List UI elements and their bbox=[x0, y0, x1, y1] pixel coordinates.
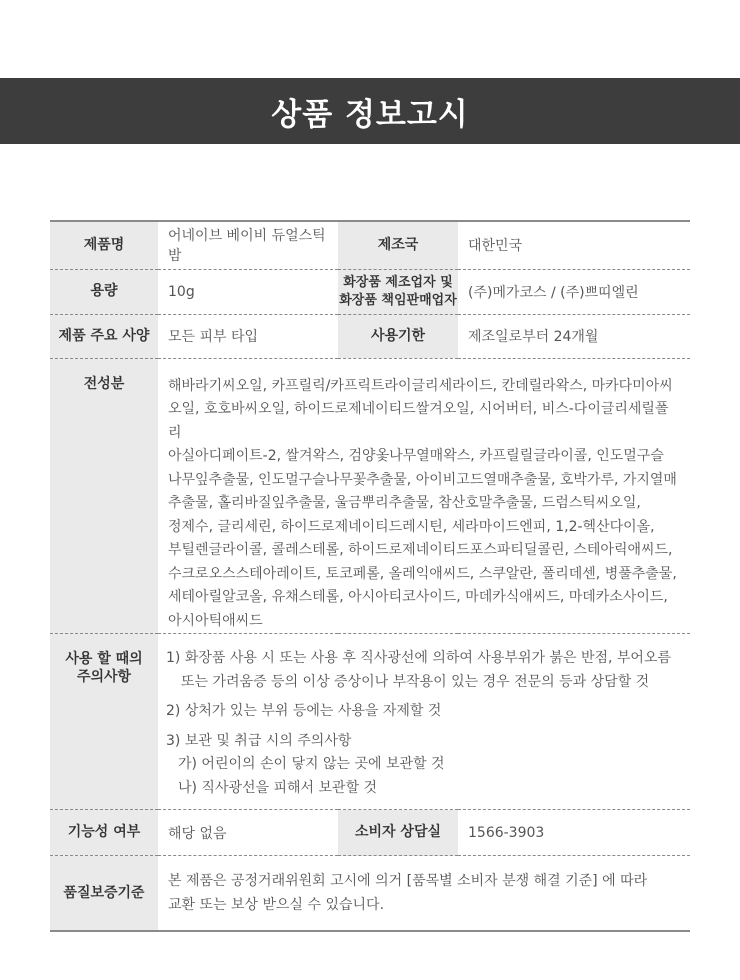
quality-label: 품질보증기준 bbox=[50, 856, 158, 931]
country-label: 제조국 bbox=[338, 221, 458, 269]
quality-value bbox=[158, 856, 690, 931]
caution-text: 또는 가려움증 등의 이상 증상이나 부작용이 있는 경우 전문의 등과 상담할 것 bbox=[181, 673, 650, 690]
ingredients-line: 해바라기씨오일, 카프릴릭/카프릭트라이글리세라이드, 칸데릴라왁스, 마카다미아씨 bbox=[168, 377, 673, 394]
ingredients-line: 세테아릴알코올, 유채스테롤, 아시아티코사이드, 마데카식애씨드, 마데카소사이드, bbox=[168, 589, 668, 605]
consumer-value: 1566-3903 bbox=[458, 810, 690, 856]
capacity-value: 10g bbox=[158, 269, 338, 314]
page-title: 상품 정보고시 bbox=[271, 96, 469, 133]
ingredients-line: 부틸렌글라이콜, 콜레스테롤, 하이드로제네이티드포스파티딜콜린, 스테아릭애씨드, bbox=[168, 542, 673, 558]
country-value: 대한민국 bbox=[468, 238, 523, 255]
table-row bbox=[50, 634, 690, 810]
table-row bbox=[50, 269, 690, 314]
product-info-table bbox=[50, 220, 690, 932]
table-row bbox=[50, 314, 690, 358]
quality-line: 본 제품은 공정거래위원회 고시에 의거 [품목별 소비자 분쟁 해결 기준] 에 따라 bbox=[168, 872, 648, 889]
functional-value: 해당 없음 bbox=[158, 810, 338, 856]
caution-text: 1) 화장품 사용 시 또는 사용 후 직사광선에 의하여 사용부위가 붉은 반점, 부어오름 bbox=[166, 650, 671, 666]
ingredients-line: 아시아틱애씨드 bbox=[168, 612, 263, 629]
functional-label: 기능성 여부 bbox=[50, 810, 158, 856]
manufacturer-label-line: 화장품 책임판매업자 bbox=[339, 292, 457, 308]
table-row bbox=[50, 358, 690, 634]
table-row bbox=[50, 221, 690, 269]
table-row bbox=[50, 810, 690, 856]
capacity-label: 용량 bbox=[50, 269, 158, 314]
caution-subitem: 가) 어린이의 손이 닿지 않는 곳에 보관할 것 bbox=[178, 756, 445, 772]
cautions-label bbox=[50, 634, 158, 810]
manufacturer-value: (주)메가코스 / (주)쁘띠엘린 bbox=[458, 269, 690, 314]
product-name-label: 제품명 bbox=[50, 221, 158, 269]
expiry-value: 제조일로부터 24개월 bbox=[458, 314, 690, 358]
caution-text: 3) 보관 및 취급 시의 주의사항 bbox=[166, 732, 352, 749]
consumer-label: 소비자 상담실 bbox=[338, 810, 458, 856]
manufacturer-label bbox=[338, 269, 458, 314]
ingredients-line: 오일, 호호바씨오일, 하이드로제네이티드쌀겨오일, 시어버터, 비스-다이글리세릴폴리 bbox=[168, 401, 669, 441]
spec-value: 모든 피부 타입 bbox=[158, 314, 338, 358]
manufacturer-label-line: 화장품 제조업자 및 bbox=[343, 274, 453, 290]
ingredients-line: 추출물, 홀리바질잎추출물, 울금뿌리추출물, 참산호말추출물, 드럼스틱씨오일, bbox=[168, 495, 641, 511]
ingredients-line: 정제수, 글리세린, 하이드로제네이티드레시틴, 세라마이드엔피, 1,2-헥산다이올, bbox=[168, 518, 655, 535]
table-row bbox=[50, 856, 690, 931]
caution-subitem: 나) 직사광선을 피해서 보관할 것 bbox=[178, 779, 378, 796]
spec-label: 제품 주요 사양 bbox=[50, 314, 158, 358]
caution-item bbox=[166, 730, 680, 801]
cautions-label-line: 사용 할 때의 bbox=[65, 651, 143, 667]
ingredients-line: 아실아디페이트-2, 쌀겨왁스, 검양옻나무열매왁스, 카프릴릴글라이콜, 인도멀구슬 bbox=[168, 448, 664, 464]
caution-item bbox=[166, 647, 680, 694]
cautions-label-line: 주의사항 bbox=[76, 669, 132, 686]
cautions-value bbox=[158, 634, 690, 810]
expiry-label: 사용기한 bbox=[338, 314, 458, 358]
caution-item: 2) 상처가 있는 부위 등에는 사용을 자제할 것 bbox=[166, 703, 442, 719]
ingredients-value bbox=[158, 358, 690, 634]
title-banner bbox=[0, 78, 740, 144]
ingredients-line: 나무잎추출물, 인도멀구슬나무꽃추출물, 아이비고드열매추출물, 호박가루, 가지열매 bbox=[168, 471, 677, 488]
product-name-value: 어네이브 베이비 듀얼스틱밤 bbox=[168, 228, 326, 265]
quality-line: 교환 또는 보상 받으실 수 있습니다. bbox=[168, 896, 385, 913]
ingredients-label: 전성분 bbox=[50, 358, 158, 634]
ingredients-line: 수크로오스스테아레이트, 토코페롤, 올레익애씨드, 스쿠알란, 폴리데센, 병풀추출물, bbox=[168, 565, 677, 582]
